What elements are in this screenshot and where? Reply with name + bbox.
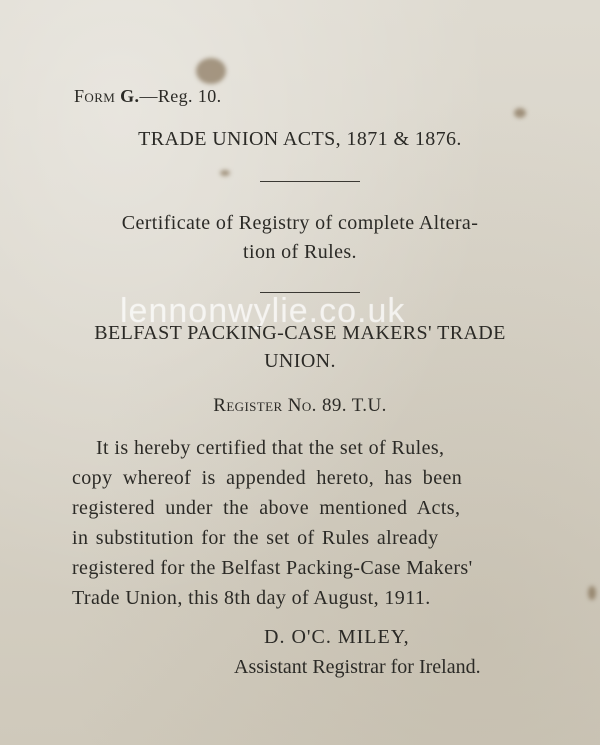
body-line: in substitution for the set of Rules already: [72, 527, 439, 549]
stain-mark: [588, 586, 596, 600]
divider: [260, 181, 360, 182]
form-reg: —Reg. 10.: [139, 86, 222, 106]
body-line: It is hereby certified that the set of Rules,: [96, 437, 445, 459]
form-prefix: Form: [74, 86, 116, 106]
body-line: registered under the above mentioned Acts,: [72, 497, 461, 519]
form-reference: [74, 86, 222, 107]
register-number: [0, 395, 600, 417]
body-line: copy whereof is appended hereto, has been: [72, 467, 463, 489]
register-label: Register No.: [213, 395, 317, 416]
stain-mark: [196, 58, 226, 84]
watermark: lennonwylie.co.uk: [120, 292, 406, 330]
stain-mark: [514, 108, 526, 118]
union-name-line2: UNION.: [264, 350, 336, 372]
stain-mark: [220, 170, 230, 176]
body-line: Trade Union, this 8th day of August, 1911.: [72, 587, 431, 609]
union-name-line1: BELFAST PACKING-CASE MAKERS' TRADE: [94, 322, 506, 344]
form-letter: G.: [120, 86, 140, 106]
signature-name: D. O'C. MILEY,: [264, 626, 410, 648]
signature-title: Assistant Registrar for Ireland.: [234, 656, 481, 678]
certificate-title-line1: Certificate of Registry of complete Altera-: [121, 212, 479, 234]
register-suffix: T.U.: [351, 395, 387, 416]
body-line: registered for the Belfast Packing-Case Makers': [72, 557, 473, 579]
certificate-title-line2: tion of Rules.: [243, 241, 357, 263]
acts-heading: TRADE UNION ACTS, 1871 & 1876.: [138, 128, 462, 150]
register-value: 89.: [321, 395, 347, 416]
